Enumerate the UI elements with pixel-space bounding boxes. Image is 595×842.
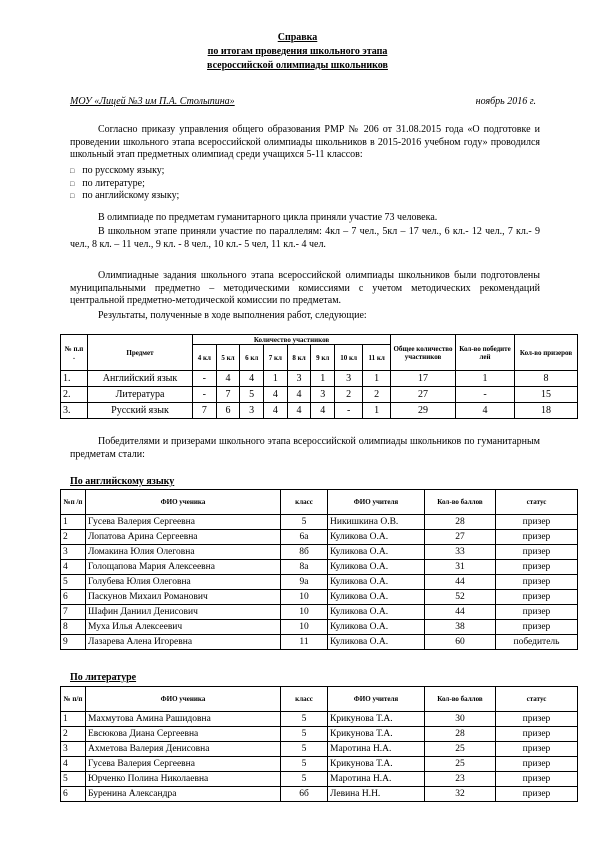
col-subject: Предмет bbox=[88, 335, 193, 371]
table-row: 3 Ахметова Валерия Денисовна 5 Маротина Н.А. 25 призер bbox=[61, 742, 578, 757]
table-row: 6 Буренина Александра 6б Левина Н.Н. 32 призер bbox=[61, 787, 578, 802]
grade-header: 6 кл bbox=[240, 345, 264, 371]
bullet-icon: □ bbox=[70, 179, 75, 188]
english-table: №п /п ФИО ученика класс ФИО учителя Кол-во баллов статус 1 Гусева Валерия Сергеевна 5 Никишкина О.В. 28 призер 2 Лопатова Арина Сергеевна 6а Куликова О.А. 27 призер 3 Ломакина Юлия Олеговна 8б Куликова О.А. 33 призер 4 Голощапова Мария Алексеевна 8а Куликова О.А. 31 призер 5 Голубева Юлия Олеговна 9а Куликова О.А. 44 призер 6 Паскунов Михаил Романович 10 Куликова О.А. 52 призер 7 Шафин Даниил Денисович 10 Куликова О.А. 44 призер 8 Муха Илья Алексеевич 10 Куликова О.А. 38 призер 9 Лазарева Алена Игоревна 11 Куликова О.А. 60 победитель bbox=[60, 489, 578, 650]
intro-paragraph: Согласно приказу управления общего образования РМР № 206 от 31.08.2015 года «О подготовке и проведении школьного этапа всероссийской олимпиады школьников в 2015-2016 учебном году» проводился школьный этап предметных олимпиад среди учащихся 5-11 классов: bbox=[70, 124, 540, 160]
grade-header: 10 кл bbox=[335, 345, 363, 371]
list-item: □ по литературе; bbox=[70, 177, 145, 189]
col-num: № п.п . bbox=[61, 335, 88, 371]
table-row: 6 Паскунов Михаил Романович 10 Куликова О.А. 52 призер bbox=[61, 590, 578, 605]
table-row: 5 Юрченко Полина Николаевна 5 Маротина Н.А. 23 призер bbox=[61, 772, 578, 787]
table-row: 2 Лопатова Арина Сергеевна 6а Куликова О.А. 27 призер bbox=[61, 530, 578, 545]
tasks-paragraph: Олимпиадные задания школьного этапа всероссийской олимпиады школьников были подготовлены муниципальными предметно – методическими комиссиями с учетом методических рекомендаций центральной предметно-методической комиссии по предметам. bbox=[70, 270, 540, 306]
literature-table: № п/п ФИО ученика класс ФИО учителя Кол-во баллов статус 1 Махмутова Амина Рашидовна 5 Крикунова Т.А. 30 призер 2 Евсюкова Диана Сергеевна 5 Крикунова Т.А. 28 призер 3 Ахметова Валерия Денисовна 5 Маротина Н.А. 25 призер 4 Гусева Валерия Сергеевна 5 Крикунова Т.А. 25 призер 5 Юрченко Полина Николаевна 5 Маротина Н.А. 23 призер 6 Буренина Александра 6б Левина Н.Н. 32 призер bbox=[60, 686, 578, 802]
bullet-icon: □ bbox=[70, 192, 75, 200]
winners-intro: Победителями и призерами школьного этапа всероссийской олимпиады школьников по гуманитарным предметам стали: bbox=[70, 436, 540, 460]
table-row: 4 Голощапова Мария Алексеевна 8а Куликова О.А. 31 призер bbox=[61, 560, 578, 575]
table-row: 2 Евсюкова Диана Сергеевна 5 Крикунова Т.А. 28 призер bbox=[61, 727, 578, 742]
summary-table bbox=[60, 334, 578, 419]
col-count: Количество участников bbox=[193, 335, 391, 345]
table-row: 8 Муха Илья Алексеевич 10 Куликова О.А. 38 призер bbox=[61, 620, 578, 635]
grade-header: 8 кл bbox=[287, 345, 311, 371]
table-row: 3. Русский язык 7 6 3 4 4 4 - 1 29 4 18 bbox=[61, 403, 578, 419]
doc-subtitle-2: всероссийской олимпиады школьников bbox=[207, 60, 388, 71]
table-row: 9 Лазарева Алена Игоревна 11 Куликова О.А. 60 победитель bbox=[61, 635, 578, 650]
school-name: МОУ «Лицей №3 им П.А. Столыпина» bbox=[70, 96, 235, 107]
doc-subtitle-1: по итогам проведения школьного этапа bbox=[207, 46, 388, 57]
subject-list bbox=[70, 165, 179, 203]
grade-header: 5 кл bbox=[216, 345, 240, 371]
list-item: □ по английскому языку; bbox=[70, 190, 180, 201]
table-row: 3 Ломакина Юлия Олеговна 8б Куликова О.А. 33 призер bbox=[61, 545, 578, 560]
participants-by-grade: В школьном этапе приняли участие по параллелям: 4кл – 7 чел., 5кл – 17 чел., 6 кл.- 12 чел., 7 кл.- 9 чел., 8 кл. – 11 чел., 9 кл. - 8 чел., 10 кл.- 5 чел, 11 кл.- 4 чел. bbox=[70, 226, 540, 250]
table-row: 1 Махмутова Амина Рашидовна 5 Крикунова Т.А. 30 призер bbox=[61, 712, 578, 727]
english-section-title: По английскому языку bbox=[70, 476, 175, 487]
report-date: ноябрь 2016 г. bbox=[475, 96, 536, 107]
col-total: Общее количество участников bbox=[391, 335, 456, 371]
table-row: 7 Шафин Даниил Денисович 10 Куликова О.А. 44 призер bbox=[61, 605, 578, 620]
table-row: 1 Гусева Валерия Сергеевна 5 Никишкина О.В. 28 призер bbox=[61, 515, 578, 530]
results-intro: Результаты, полученные в ходе выполнения работ, следующие: bbox=[98, 310, 367, 321]
org-line bbox=[70, 96, 536, 107]
literature-section-title: По литературе bbox=[70, 672, 137, 683]
doc-title: Справка bbox=[277, 32, 318, 43]
table-row: 5 Голубева Юлия Олеговна 9а Куликова О.А. 44 призер bbox=[61, 575, 578, 590]
table-row: 4 Гусева Валерия Сергеевна 5 Крикунова Т.А. 25 призер bbox=[61, 757, 578, 772]
table-row: 1. Английский язык - 4 4 1 3 1 3 1 17 1 8 bbox=[61, 371, 578, 387]
grade-header: 7 кл bbox=[264, 345, 288, 371]
grade-header: 9 кл bbox=[311, 345, 335, 371]
table-row: 2. Литература - 7 5 4 4 3 2 2 27 - 15 bbox=[61, 387, 578, 403]
participants-total: В олимпиаде по предметам гуманитарного цикла приняли участие 73 человека. bbox=[98, 212, 438, 223]
col-winners: Кол-во победите лей bbox=[456, 335, 515, 371]
col-prize: Кол-во призеров bbox=[515, 335, 578, 371]
grade-header: 4 кл bbox=[193, 345, 217, 371]
bullet-icon: □ bbox=[70, 167, 75, 175]
grade-header: 11 кл bbox=[363, 345, 391, 371]
list-item: □ по русскому языку; bbox=[70, 165, 165, 176]
